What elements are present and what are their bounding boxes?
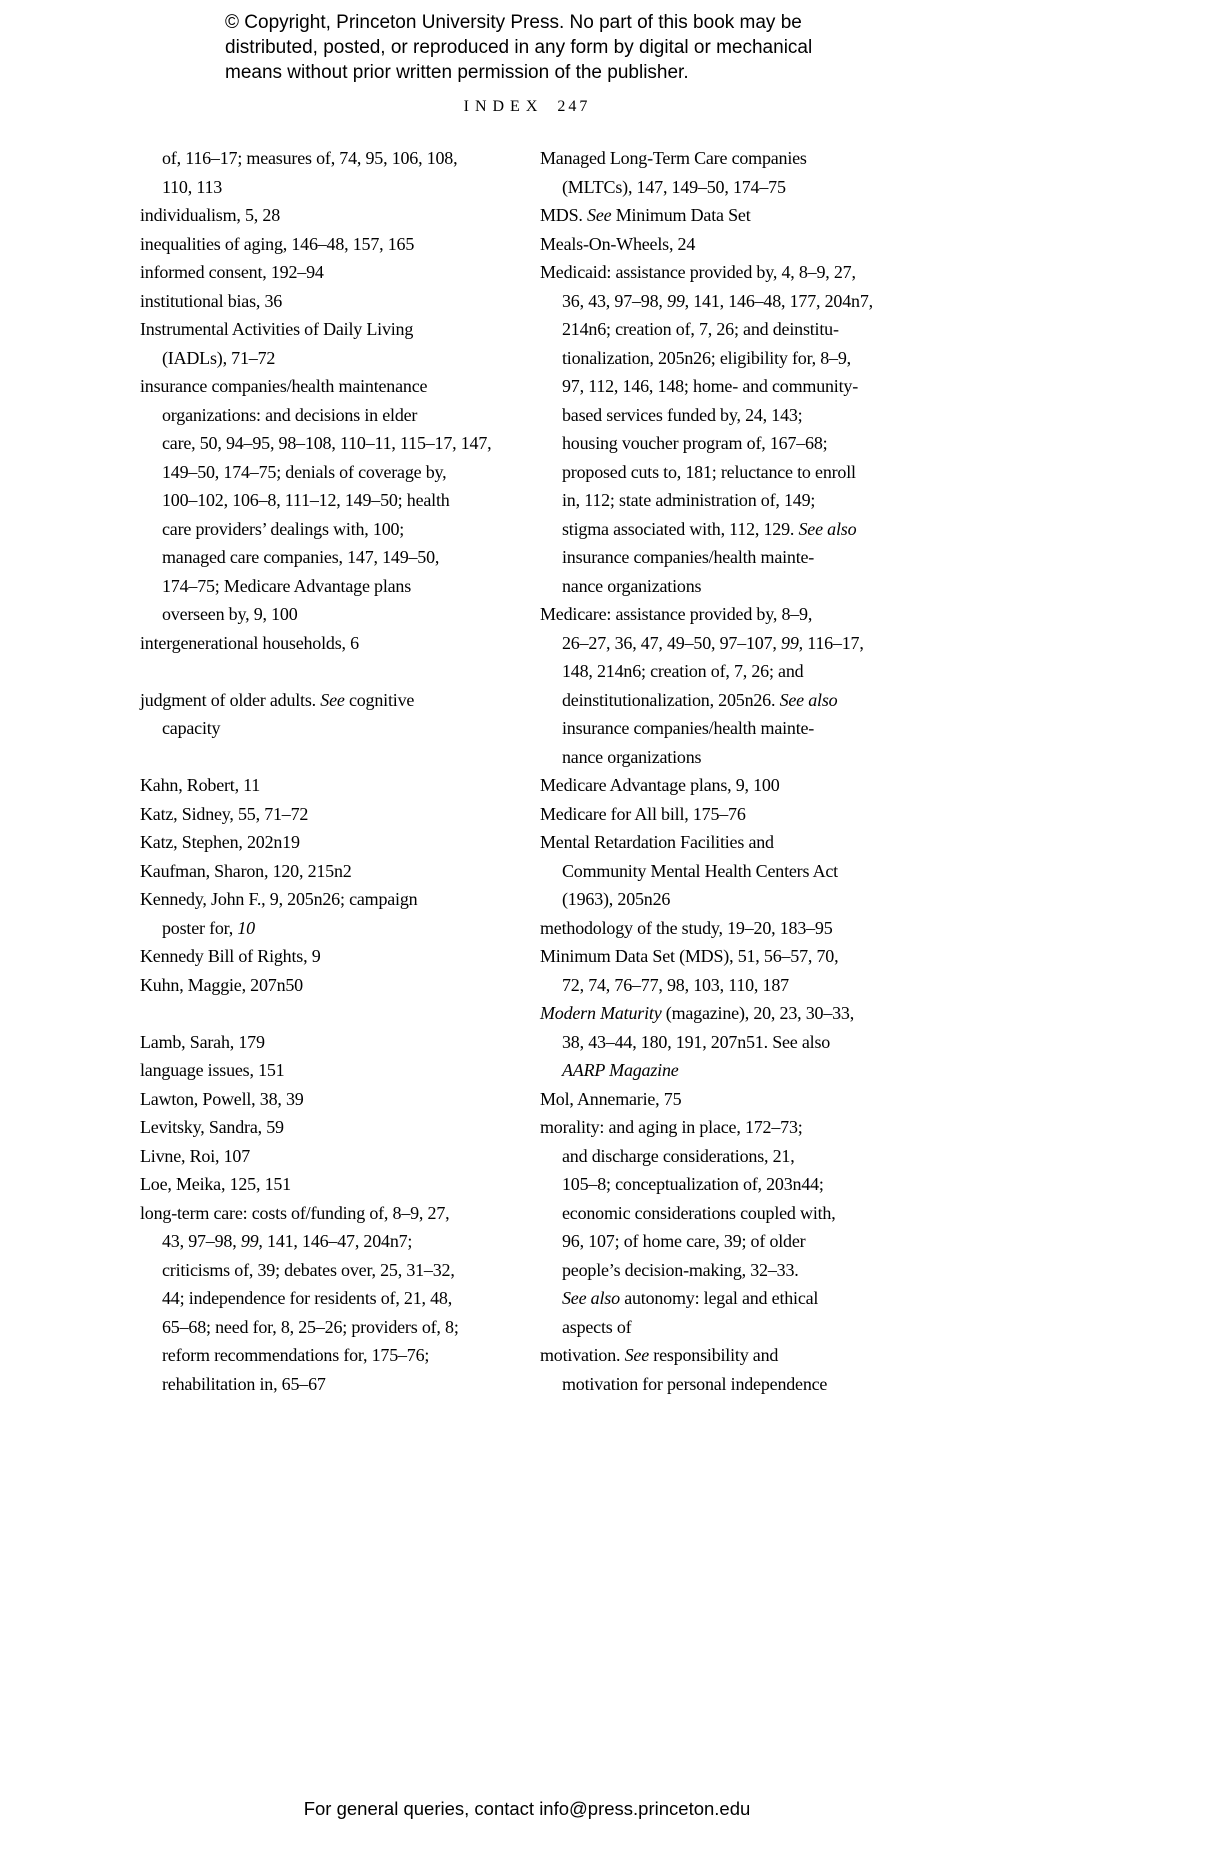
index-entry: Lamb, Sarah, 179 [140, 1031, 265, 1052]
index-entry: Kuhn, Maggie, 207n50 [140, 974, 303, 995]
index-entry: long-term care: costs of/funding of, 8–9, 27, 43, 97–98, 99, 141, 146–47, 204n7; criticisms of, 39; debates over, 25, 31–32, 44; independence for residents of, 21, 48, 65–68; need for, 8, 25–26; providers of, 8; reform recommendations for, 175–76; rehabilitation in, 65–67 [140, 1202, 459, 1394]
index-entry: individualism, 5, 28 [140, 205, 281, 225]
index-columns [140, 144, 914, 1398]
right-column [540, 144, 914, 1398]
index-entry: Managed Long-Term Care companies (MLTCs), 147, 149–50, 174–75 [540, 148, 807, 197]
index-title: INDEX [463, 98, 544, 115]
copyright-line-3: means without prior written permission of the publisher. [225, 62, 689, 83]
index-entry: Mol, Annemarie, 75 [540, 1088, 682, 1109]
footer-contact-line: For general queries, contact info@press.princeton.edu [303, 1798, 751, 1819]
index-entry: Kaufman, Sharon, 120, 215n2 [140, 860, 352, 881]
index-entry: Meals-On-Wheels, 24 [540, 233, 696, 254]
left-column [140, 144, 514, 1398]
index-entry: Medicaid: assistance provided by, 4, 8–9, 27, 36, 43, 97–98, 99, 141, 146–48, 177, 204n7, 214n6; creation of, 7, 26; and deinstitu- tionalization, 205n26; eligibility for, 8–9, 97, 112, 146, 148; home- and community- based services funded by, 24, 143; housing voucher program of, 167–68; proposed cuts to, 181; reluctance to enroll in, 112; state administration of, 149; stigma associated with, 112, 129. See also insurance companies/health mainte- nance organizations [540, 262, 873, 596]
index-entry: Kennedy, John F., 9, 205n26; campaign poster for, 10 [140, 889, 418, 938]
index-entry: language issues, 151 [140, 1060, 285, 1080]
index-entry: Modern Maturity (magazine), 20, 23, 30–33, 38, 43–44, 180, 191, 207n51. See also AARP Magazine [540, 1003, 855, 1080]
index-entry: Katz, Sidney, 55, 71–72 [140, 803, 309, 824]
index-entry: Lawton, Powell, 38, 39 [140, 1088, 304, 1109]
index-entry: inequalities of aging, 146–48, 157, 165 [140, 233, 415, 254]
index-entry: motivation. See responsibility and motivation for personal independence [540, 1345, 828, 1394]
index-entry: insurance companies/health maintenance organizations: and decisions in elder care, 50, 94–95, 98–108, 110–11, 115–17, 147, 149–50, 174–75; denials of coverage by, 100–102, 106–8, 111–12, 149–50; health care providers’ dealings with, 100; managed care companies, 147, 149–50, 174–75; Medicare Advantage plans overseen by, 9, 100 [140, 376, 492, 624]
index-entry: Medicare: assistance provided by, 8–9, 26–27, 36, 47, 49–50, 97–107, 99, 116–17, 148, 214n6; creation of, 7, 26; and deinstitutionalization, 205n26. See also insurance companies/health mainte- nance organizations [540, 604, 864, 767]
index-entry: Levitsky, Sandra, 59 [140, 1117, 284, 1137]
copyright-line-2: distributed, posted, or reproduced in any form by digital or mechanical [225, 37, 813, 58]
index-entry: Katz, Stephen, 202n19 [140, 832, 300, 852]
copyright-line-1: © Copyright, Princeton University Press. No part of this book may be [225, 12, 802, 33]
index-entry: Livne, Roi, 107 [140, 1145, 250, 1166]
index-entry: Kennedy Bill of Rights, 9 [140, 946, 321, 966]
index-entry: institutional bias, 36 [140, 290, 283, 311]
running-head [140, 98, 914, 116]
index-entry: informed consent, 192–94 [140, 262, 324, 282]
index-entry: Instrumental Activities of Daily Living (IADLs), 71–72 [140, 319, 414, 368]
index-entry: of, 116–17; measures of, 74, 95, 106, 108, 110, 113 [162, 148, 458, 197]
index-entry: Minimum Data Set (MDS), 51, 56–57, 70, 72, 74, 76–77, 98, 103, 110, 187 [540, 946, 839, 995]
index-entry: Loe, Meika, 125, 151 [140, 1174, 291, 1194]
index-entry: judgment of older adults. See cognitive capacity [140, 689, 415, 738]
index-entry: MDS. See Minimum Data Set [540, 205, 751, 225]
page-number: 247 [557, 98, 591, 115]
index-entry: intergenerational households, 6 [140, 632, 359, 653]
index-entry: Kahn, Robert, 11 [140, 775, 261, 795]
index-page [140, 0, 914, 1398]
index-entry: Medicare for All bill, 175–76 [540, 803, 746, 824]
index-entry: Medicare Advantage plans, 9, 100 [540, 775, 780, 795]
index-entry: methodology of the study, 19–20, 183–95 [540, 917, 833, 938]
index-entry: Mental Retardation Facilities and Community Mental Health Centers Act (1963), 205n26 [540, 832, 838, 909]
index-entry: morality: and aging in place, 172–73; and discharge considerations, 21, 105–8; conceptualization of, 203n44; economic considerations coupled with, 96, 107; of home care, 39; of older people’s decision-making, 32–33. See also autonomy: legal and ethical aspects of [540, 1117, 836, 1337]
